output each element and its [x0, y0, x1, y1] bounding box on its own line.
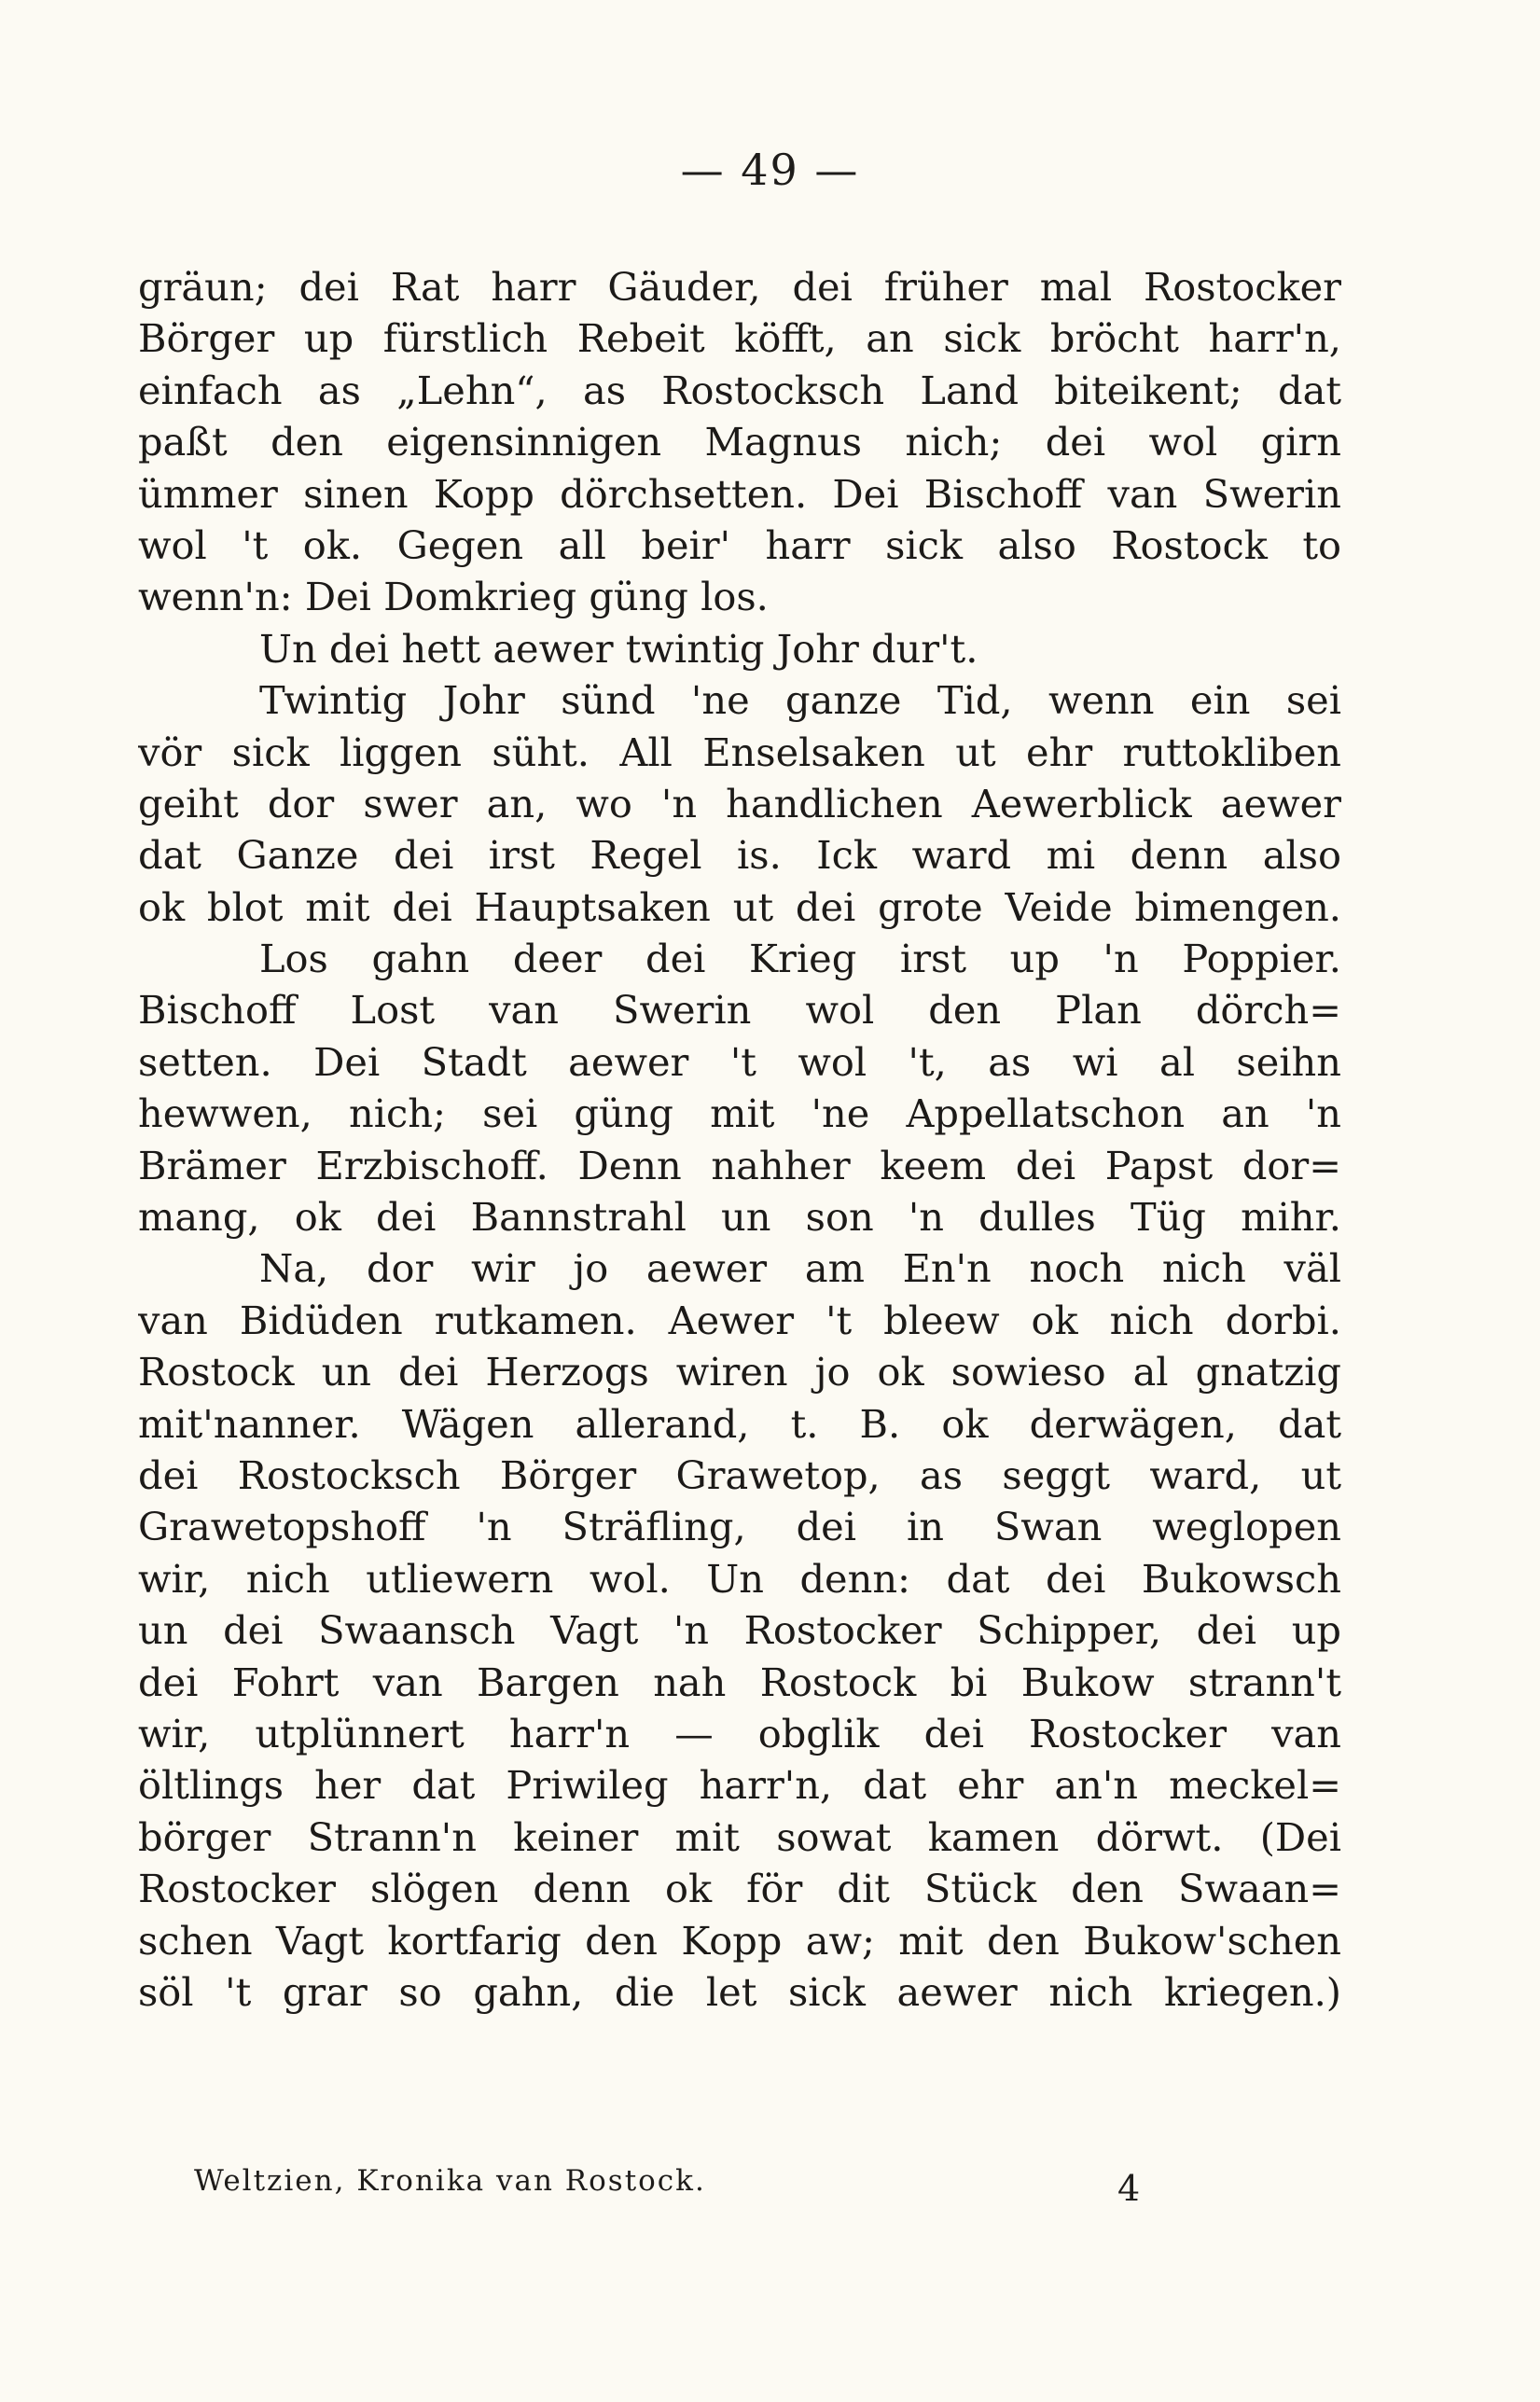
text-line: Bischoff Lost van Swerin wol den Plan dörch= — [138, 987, 1341, 1034]
text-line: geiht dor swer an, wo 'n handlichen Aewerblick aewer — [138, 780, 1341, 826]
text-line: Grawetopshoff 'n Sträfling, dei in Swan weglopen — [138, 1504, 1341, 1550]
text-line: öltlings her dat Priwileg harr'n, dat ehr an'n meckel= — [138, 1762, 1341, 1809]
text-line: Un dei hett aewer twintig Johr dur't. — [259, 625, 978, 672]
text-line: un dei Swaansch Vagt 'n Rostocker Schipper, dei up — [138, 1607, 1341, 1654]
text-line: dat Ganze dei irst Regel is. Ick ward mi denn also — [138, 832, 1341, 879]
body-text — [138, 261, 1341, 2018]
text-line: Brämer Erzbischoff. Denn nahher keem dei Papst dor= — [138, 1142, 1341, 1188]
page-number: — 49 — — [680, 145, 860, 195]
text-line: schen Vagt kortfarig den Kopp aw; mit den Bukow'schen — [138, 1917, 1341, 1964]
text-line: vör sick liggen süht. All Enselsaken ut ehr ruttokliben — [138, 729, 1341, 775]
text-line: Rostocker slögen denn ok för dit Stück den Swaan= — [138, 1866, 1341, 1912]
text-line: wenn'n: Dei Domkrieg güng los. — [138, 574, 769, 620]
text-line: Na, dor wir jo aewer am En'n noch nich väl — [259, 1245, 1341, 1292]
text-line: wir, nich utliewern wol. Un denn: dat dei Bukowsch — [138, 1555, 1341, 1602]
text-line: söl 't grar so gahn, die let sick aewer nich kriegen.) — [138, 1968, 1341, 2015]
text-line: wol 't ok. Gegen all beir' harr sick also Rostock to — [138, 521, 1341, 568]
text-line: mang, ok dei Bannstrahl un son 'n dulles Tüg mihr. — [138, 1194, 1341, 1241]
text-line: setten. Dei Stadt aewer 't wol 't, as wi al seihn — [138, 1038, 1341, 1085]
text-line: ok blot mit dei Hauptsaken ut dei grote Veide bimengen. — [138, 883, 1341, 930]
text-line: einfach as „Lehn“, as Rostocksch Land biteikent; dat — [138, 367, 1341, 413]
text-line: Börger up fürstlich Rebeit köfft, an sick bröcht harr'n, — [138, 315, 1341, 362]
text-line: gräun; dei Rat harr Gäuder, dei früher mal Rostocker — [138, 264, 1341, 310]
text-line: hewwen, nich; sei güng mit 'ne Appellatschon an 'n — [138, 1090, 1341, 1137]
text-line: van Bidüden rutkamen. Aewer 't bleew ok nich dorbi. — [138, 1297, 1341, 1343]
text-line: dei Rostocksch Börger Grawetop, as seggt ward, ut — [138, 1451, 1341, 1498]
text-line: börger Strann'n keiner mit sowat kamen dörwt. (Dei — [138, 1813, 1341, 1860]
text-line: Los gahn deer dei Krieg irst up 'n Poppier. — [259, 936, 1341, 982]
text-line: ümmer sinen Kopp dörchsetten. Dei Bischoff van Swerin — [138, 470, 1341, 517]
text-line: mit'nanner. Wägen allerand, t. B. ok derwägen, dat — [138, 1400, 1341, 1447]
text-line: wir, utplünnert harr'n — obglik dei Rostocker van — [138, 1710, 1341, 1756]
sheet-number: 4 — [1117, 2168, 1141, 2209]
signature-line: Weltzien, Kronika van Rostock. — [194, 2164, 706, 2198]
text-line: Rostock un dei Herzogs wiren jo ok sowieso al gnatzig — [138, 1349, 1341, 1395]
text-line: Twintig Johr sünd 'ne ganze Tid, wenn ein sei — [259, 677, 1341, 724]
text-line: dei Fohrt van Bargen nah Rostock bi Bukow strann't — [138, 1659, 1341, 1705]
text-line: paßt den eigensinnigen Magnus nich; dei wol girn — [138, 419, 1341, 465]
